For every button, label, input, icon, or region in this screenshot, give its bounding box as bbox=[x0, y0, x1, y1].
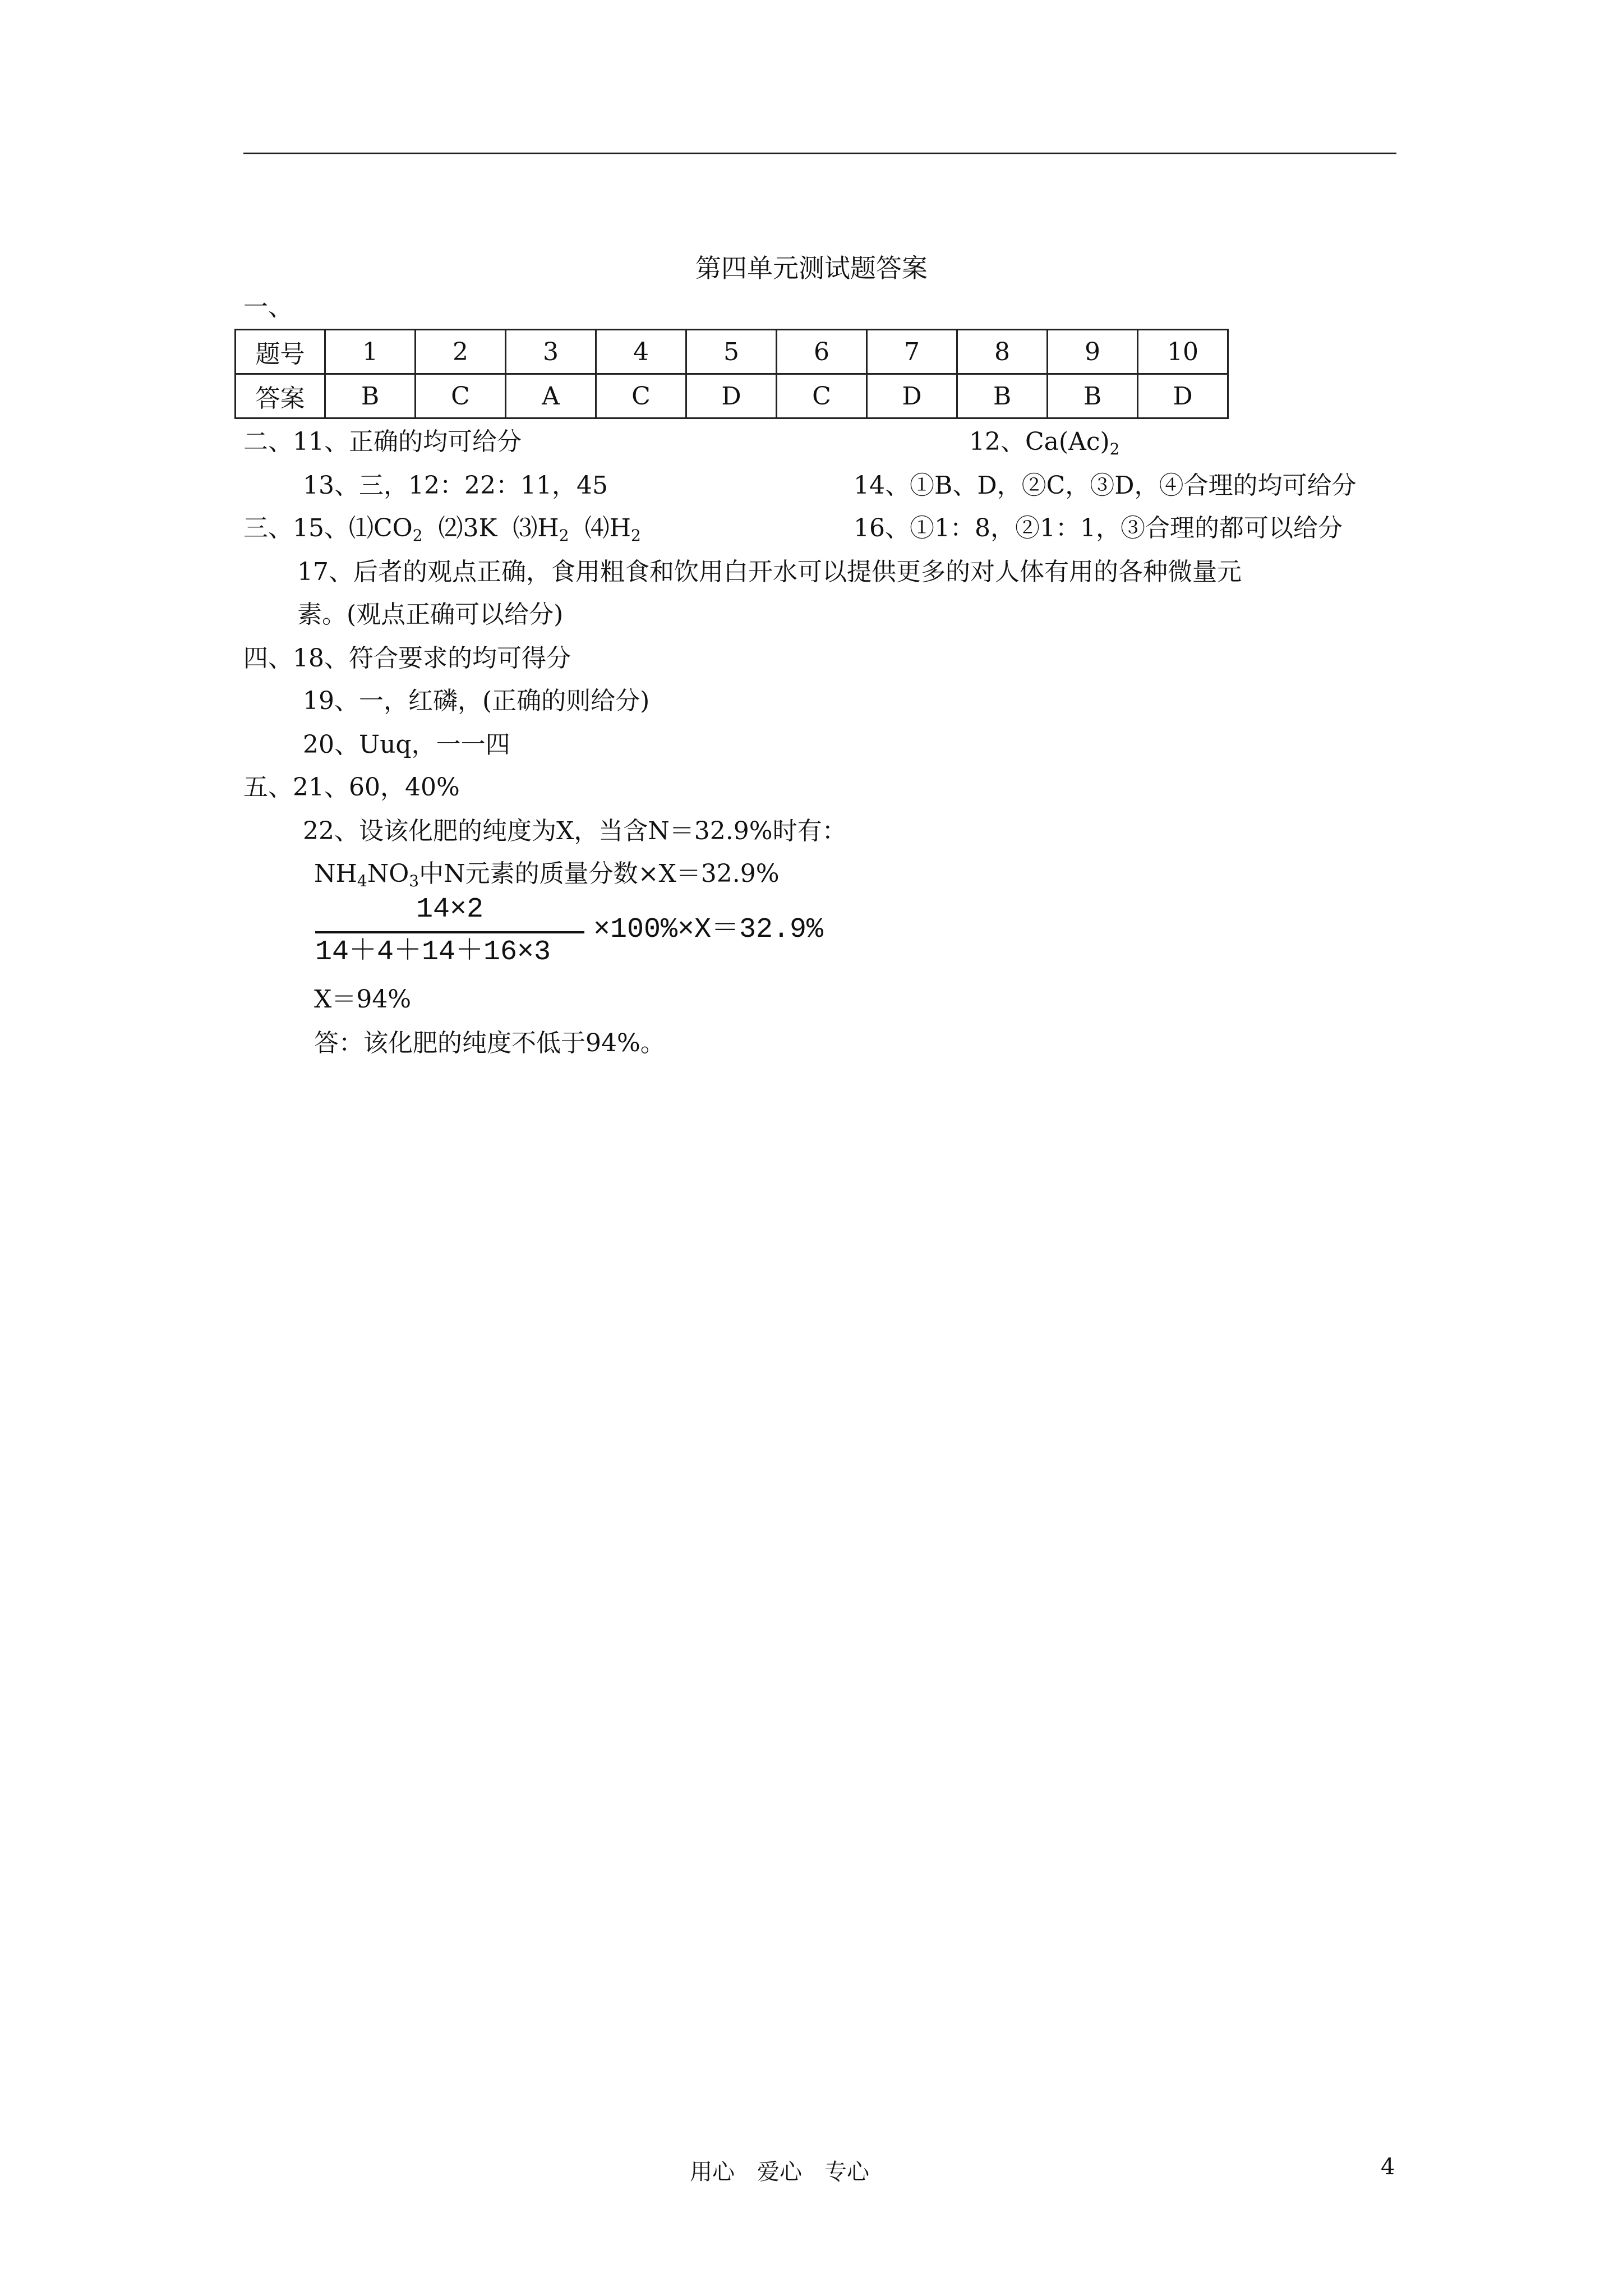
header-rule bbox=[243, 153, 1396, 154]
answer-line-14: 14、①B、D，②C，③D，④合理的均可给分 bbox=[854, 471, 1357, 500]
answer-line-x: X＝94% bbox=[314, 985, 412, 1014]
table-cell: B bbox=[957, 374, 1048, 418]
subscript: 4 bbox=[357, 872, 367, 890]
table-cell: B bbox=[325, 374, 416, 418]
table-cell: D bbox=[867, 374, 957, 418]
table-cell: 9 bbox=[1048, 330, 1138, 374]
subscript: 2 bbox=[630, 526, 641, 545]
subscript: 2 bbox=[412, 526, 423, 545]
fraction-numerator: 14×2 bbox=[416, 894, 484, 926]
table-cell: C bbox=[777, 374, 867, 418]
subscript: 2 bbox=[559, 526, 569, 545]
table-row-label: 答案 bbox=[236, 374, 325, 418]
subscript: 3 bbox=[409, 872, 419, 890]
answer-15-part2: ⑵3K bbox=[438, 514, 497, 542]
answer-line-21: 五、21、60，40% bbox=[243, 773, 460, 802]
table-cell: 5 bbox=[686, 330, 777, 374]
table-cell: 7 bbox=[867, 330, 957, 374]
formula-part: NH bbox=[314, 859, 357, 888]
answer-conclusion: 答：该化肥的纯度不低于94%。 bbox=[314, 1029, 665, 1057]
table-row-label: 题号 bbox=[236, 330, 325, 374]
table-row-numbers bbox=[236, 330, 1228, 374]
table-cell: A bbox=[506, 374, 596, 418]
page-title: 第四单元测试题答案 bbox=[695, 253, 928, 283]
answer-line-22: 22、设该化肥的纯度为X，当含N＝32.9%时有： bbox=[303, 817, 847, 845]
answer-line-17b: 素。(观点正确可以给分) bbox=[297, 600, 564, 629]
formula-line bbox=[314, 857, 780, 891]
answer-15-part1: 三、15、⑴CO bbox=[243, 514, 413, 542]
answer-table bbox=[234, 329, 1229, 419]
equation-rest: ×100%×X＝32.9% bbox=[593, 914, 824, 946]
page-number: 4 bbox=[1381, 2154, 1395, 2180]
answer-12-text: 12、Ca(Ac) bbox=[969, 427, 1110, 456]
table-row-answers bbox=[236, 374, 1228, 418]
table-cell: 3 bbox=[506, 330, 596, 374]
answer-line-11: 二、11、正确的均可给分 bbox=[243, 427, 522, 456]
section-label-1: 一、 bbox=[243, 293, 293, 321]
formula-part: NO bbox=[367, 859, 409, 888]
table-cell: D bbox=[686, 374, 777, 418]
table-cell: B bbox=[1048, 374, 1138, 418]
table-cell: 2 bbox=[416, 330, 506, 374]
fraction-bar bbox=[315, 931, 584, 933]
footer-text: 用心 爱心 专心 bbox=[690, 2159, 869, 2185]
answer-15-part4: ⑷H bbox=[584, 514, 631, 542]
answer-line-15 bbox=[243, 512, 641, 545]
answer-15-part3: ⑶H bbox=[513, 514, 559, 542]
table-cell: 8 bbox=[957, 330, 1048, 374]
subscript: 2 bbox=[1109, 440, 1120, 458]
table-cell: 10 bbox=[1138, 330, 1228, 374]
answer-line-12 bbox=[969, 425, 1119, 459]
fraction-denominator: 14＋4＋14＋16×3 bbox=[315, 936, 551, 968]
answer-line-17a: 17、后者的观点正确，食用粗食和饮用白开水可以提供更多的对人体有用的各种微量元 bbox=[297, 558, 1242, 586]
answer-line-13: 13、三，12：22：11，45 bbox=[303, 471, 608, 500]
answer-line-19: 19、一，红磷，(正确的则给分) bbox=[303, 687, 650, 715]
table-cell: D bbox=[1138, 374, 1228, 418]
answer-line-18: 四、18、符合要求的均可得分 bbox=[243, 644, 571, 673]
table-cell: C bbox=[596, 374, 686, 418]
table-cell: 6 bbox=[777, 330, 867, 374]
table-cell: 4 bbox=[596, 330, 686, 374]
formula-part: 中N元素的质量分数×X＝32.9% bbox=[419, 859, 780, 888]
table-cell: C bbox=[416, 374, 506, 418]
answer-line-16: 16、①1：8，②1：1，③合理的都可以给分 bbox=[854, 514, 1343, 542]
answer-line-20: 20、Uuq，一一四 bbox=[303, 730, 510, 759]
table-cell: 1 bbox=[325, 330, 416, 374]
